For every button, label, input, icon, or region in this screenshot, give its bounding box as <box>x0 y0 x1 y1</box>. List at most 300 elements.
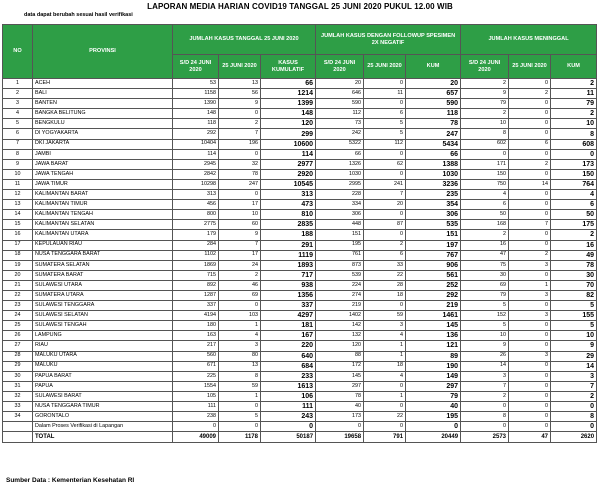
value-cell: 5 <box>364 119 406 129</box>
row-number: 24 <box>3 311 33 321</box>
province-cell: MALUKU <box>33 361 173 371</box>
value-cell: 16 <box>461 240 509 250</box>
value-cell: 313 <box>261 190 316 200</box>
value-cell: 114 <box>261 149 316 159</box>
table-row <box>3 89 597 99</box>
table-row <box>3 99 597 109</box>
value-cell: 0 <box>509 331 551 341</box>
value-cell: 0 <box>551 149 597 159</box>
value-cell: 181 <box>261 321 316 331</box>
value-cell: 2 <box>219 270 261 280</box>
value-cell: 3 <box>509 351 551 361</box>
value-cell: 2 <box>509 159 551 169</box>
province-cell: KALIMANTAN TENGAH <box>33 210 173 220</box>
value-cell: 0 <box>364 230 406 240</box>
value-cell: 8 <box>219 371 261 381</box>
value-cell: 7 <box>364 190 406 200</box>
value-cell: 0 <box>509 99 551 109</box>
value-cell: 235 <box>406 190 461 200</box>
header-kasus-sd24: S/D 24 JUNI 2020 <box>173 55 219 79</box>
value-cell: 88 <box>316 351 364 361</box>
value-cell: 354 <box>406 200 461 210</box>
value-cell: 243 <box>261 412 316 422</box>
table-row <box>3 230 597 240</box>
province-cell: NUSA TENGGARA TIMUR <box>33 402 173 412</box>
table-row <box>3 381 597 391</box>
value-cell: 114 <box>173 149 219 159</box>
value-cell: 561 <box>406 270 461 280</box>
value-cell: 7 <box>509 220 551 230</box>
value-cell: 2995 <box>316 179 364 189</box>
row-number <box>3 422 33 432</box>
value-cell: 800 <box>173 210 219 220</box>
value-cell: 657 <box>406 89 461 99</box>
total-cell: 19658 <box>316 432 364 443</box>
value-cell: 66 <box>406 149 461 159</box>
value-cell: 120 <box>316 341 364 351</box>
table-row <box>3 79 597 89</box>
value-cell: 5 <box>551 301 597 311</box>
value-cell: 4 <box>364 371 406 381</box>
value-cell: 14 <box>551 361 597 371</box>
value-cell: 151 <box>316 230 364 240</box>
value-cell: 188 <box>261 230 316 240</box>
value-cell: 313 <box>173 190 219 200</box>
value-cell: 136 <box>406 331 461 341</box>
value-cell: 1893 <box>261 260 316 270</box>
value-cell: 1 <box>364 391 406 401</box>
value-cell: 0 <box>509 341 551 351</box>
value-cell: 337 <box>261 301 316 311</box>
value-cell: 60 <box>219 220 261 230</box>
value-cell: 1356 <box>261 290 316 300</box>
header-meninggal-sd24: S/D 24 JUNI 2020 <box>461 55 509 79</box>
value-cell: 22 <box>364 412 406 422</box>
province-cell: KALIMANTAN UTARA <box>33 230 173 240</box>
province-cell: SULAWESI UTARA <box>33 280 173 290</box>
row-number: 25 <box>3 321 33 331</box>
value-cell: 6 <box>364 109 406 119</box>
row-number: 30 <box>3 371 33 381</box>
value-cell: 197 <box>406 240 461 250</box>
row-number: 33 <box>3 402 33 412</box>
value-cell: 0 <box>509 169 551 179</box>
value-cell: 62 <box>364 159 406 169</box>
value-cell: 66 <box>316 149 364 159</box>
row-number: 27 <box>3 341 33 351</box>
value-cell: 59 <box>364 311 406 321</box>
value-cell: 0 <box>509 381 551 391</box>
value-cell: 5 <box>551 321 597 331</box>
value-cell: 14 <box>461 361 509 371</box>
province-cell: SUMATERA UTARA <box>33 290 173 300</box>
header-sembuh-kum: KUM <box>406 55 461 79</box>
value-cell: 30 <box>461 270 509 280</box>
value-cell: 152 <box>461 311 509 321</box>
row-number: 31 <box>3 381 33 391</box>
table-row <box>3 179 597 189</box>
value-cell: 4194 <box>173 311 219 321</box>
value-cell: 337 <box>173 301 219 311</box>
value-cell: 219 <box>406 301 461 311</box>
value-cell: 1030 <box>316 169 364 179</box>
value-cell: 28 <box>364 280 406 290</box>
value-cell: 448 <box>316 220 364 230</box>
value-cell: 0 <box>509 129 551 139</box>
value-cell: 2 <box>551 79 597 89</box>
value-cell: 4297 <box>261 311 316 321</box>
value-cell: 767 <box>406 250 461 260</box>
value-cell: 938 <box>261 280 316 290</box>
row-number: 20 <box>3 270 33 280</box>
table-row <box>3 290 597 300</box>
province-cell: PAPUA BARAT <box>33 371 173 381</box>
value-cell: 0 <box>406 422 461 432</box>
value-cell: 75 <box>461 260 509 270</box>
value-cell: 2 <box>219 119 261 129</box>
value-cell: 0 <box>219 109 261 119</box>
value-cell: 8 <box>551 129 597 139</box>
value-cell: 9 <box>461 341 509 351</box>
value-cell: 5434 <box>406 139 461 149</box>
value-cell: 6 <box>509 139 551 149</box>
value-cell: 4 <box>551 190 597 200</box>
table-row <box>3 311 597 321</box>
value-cell: 70 <box>551 280 597 290</box>
value-cell: 50 <box>551 210 597 220</box>
header-sembuh-sd24: S/D 24 JUNI 2020 <box>316 55 364 79</box>
header-provinsi: PROVINSI <box>33 25 173 79</box>
value-cell: 224 <box>316 280 364 290</box>
value-cell: 17 <box>219 250 261 260</box>
table-row <box>3 280 597 290</box>
value-cell: 17 <box>219 200 261 210</box>
value-cell: 118 <box>173 119 219 129</box>
value-cell: 252 <box>406 280 461 290</box>
table-row <box>3 260 597 270</box>
value-cell: 26 <box>461 351 509 361</box>
value-cell: 241 <box>364 179 406 189</box>
value-cell: 155 <box>551 311 597 321</box>
value-cell: 873 <box>316 260 364 270</box>
value-cell: 0 <box>364 99 406 109</box>
value-cell: 0 <box>509 149 551 159</box>
row-number: 11 <box>3 179 33 189</box>
row-number: 13 <box>3 200 33 210</box>
province-cell: SUMATERA SELATAN <box>33 260 173 270</box>
value-cell: 1388 <box>406 159 461 169</box>
value-cell: 233 <box>261 371 316 381</box>
value-cell: 6 <box>461 200 509 210</box>
value-cell: 560 <box>173 351 219 361</box>
value-cell: 30 <box>551 270 597 280</box>
report-subtitle: data dapat berubah sesuai hasil verifikasi <box>24 12 133 18</box>
row-number: 17 <box>3 240 33 250</box>
province-cell: KALIMANTAN TIMUR <box>33 200 173 210</box>
value-cell: 14 <box>509 179 551 189</box>
value-cell: 180 <box>173 321 219 331</box>
province-cell: MALUKU UTARA <box>33 351 173 361</box>
row-number: 1 <box>3 79 33 89</box>
value-cell: 79 <box>461 290 509 300</box>
table-body <box>3 79 597 432</box>
province-cell: KEPULAUAN RIAU <box>33 240 173 250</box>
value-cell: 20 <box>316 79 364 89</box>
value-cell: 0 <box>509 301 551 311</box>
province-cell: JAMBI <box>33 149 173 159</box>
value-cell: 5 <box>219 412 261 422</box>
province-cell: RIAU <box>33 341 173 351</box>
value-cell: 297 <box>406 381 461 391</box>
total-row <box>3 432 597 443</box>
table-row <box>3 129 597 139</box>
province-cell: SULAWESI TENGGARA <box>33 301 173 311</box>
table-row <box>3 250 597 260</box>
value-cell: 0 <box>364 422 406 432</box>
table-row <box>3 210 597 220</box>
value-cell: 142 <box>316 321 364 331</box>
value-cell: 0 <box>219 422 261 432</box>
value-cell: 9 <box>219 99 261 109</box>
value-cell: 2945 <box>173 159 219 169</box>
header-sembuh-25: 25 JUNI 2020 <box>364 55 406 79</box>
header-meninggal-group: JUMLAH KASUS MENINGGAL <box>461 25 597 55</box>
value-cell: 29 <box>551 351 597 361</box>
value-cell: 1119 <box>261 250 316 260</box>
value-cell: 11 <box>364 89 406 99</box>
value-cell: 195 <box>406 412 461 422</box>
row-number: 5 <box>3 119 33 129</box>
value-cell: 9 <box>551 341 597 351</box>
value-cell: 299 <box>261 129 316 139</box>
value-cell: 0 <box>509 412 551 422</box>
value-cell: 56 <box>219 89 261 99</box>
value-cell: 334 <box>316 200 364 210</box>
value-cell: 1287 <box>173 290 219 300</box>
value-cell: 2 <box>461 109 509 119</box>
value-cell: 4 <box>219 331 261 341</box>
value-cell: 3 <box>364 321 406 331</box>
table-row <box>3 119 597 129</box>
row-number: 14 <box>3 210 33 220</box>
value-cell: 148 <box>261 109 316 119</box>
row-number: 16 <box>3 230 33 240</box>
province-cell: PAPUA <box>33 381 173 391</box>
value-cell: 148 <box>173 109 219 119</box>
province-cell: BENGKULU <box>33 119 173 129</box>
table-row <box>3 301 597 311</box>
row-number: 26 <box>3 331 33 341</box>
row-number: 6 <box>3 129 33 139</box>
value-cell: 145 <box>316 371 364 381</box>
value-cell: 13 <box>219 361 261 371</box>
value-cell: 2 <box>364 240 406 250</box>
value-cell: 4 <box>461 190 509 200</box>
value-cell: 219 <box>316 301 364 311</box>
row-number: 7 <box>3 139 33 149</box>
table-row <box>3 169 597 179</box>
value-cell: 590 <box>406 99 461 109</box>
value-cell: 0 <box>509 190 551 200</box>
province-cell: DI YOGYAKARTA <box>33 129 173 139</box>
value-cell: 46 <box>219 280 261 290</box>
value-cell: 3236 <box>406 179 461 189</box>
value-cell: 242 <box>316 129 364 139</box>
table-row <box>3 391 597 401</box>
value-cell: 0 <box>364 381 406 391</box>
row-number: 32 <box>3 391 33 401</box>
table-row <box>3 402 597 412</box>
header-no: NO <box>3 25 33 79</box>
row-number: 2 <box>3 89 33 99</box>
value-cell: 7 <box>219 240 261 250</box>
province-cell: DKI JAKARTA <box>33 139 173 149</box>
province-cell: KALIMANTAN BARAT <box>33 190 173 200</box>
value-cell: 112 <box>364 139 406 149</box>
value-cell: 291 <box>261 240 316 250</box>
value-cell: 78 <box>219 169 261 179</box>
value-cell: 0 <box>509 230 551 240</box>
province-cell: BANGKA BELITUNG <box>33 109 173 119</box>
value-cell: 671 <box>173 361 219 371</box>
value-cell: 2 <box>461 230 509 240</box>
value-cell: 590 <box>316 99 364 109</box>
value-cell: 3 <box>551 371 597 381</box>
value-cell: 24 <box>219 260 261 270</box>
value-cell: 2 <box>509 250 551 260</box>
table-row <box>3 190 597 200</box>
value-cell: 0 <box>364 169 406 179</box>
value-cell: 79 <box>461 99 509 109</box>
value-cell: 172 <box>316 361 364 371</box>
value-cell: 306 <box>406 210 461 220</box>
value-cell: 168 <box>461 220 509 230</box>
total-no <box>3 432 33 443</box>
value-cell: 456 <box>173 200 219 210</box>
value-cell: 6 <box>364 250 406 260</box>
value-cell: 539 <box>316 270 364 280</box>
value-cell: 20 <box>364 200 406 210</box>
value-cell: 78 <box>316 391 364 401</box>
value-cell: 0 <box>509 210 551 220</box>
value-cell: 150 <box>551 169 597 179</box>
table-row <box>3 220 597 230</box>
value-cell: 1158 <box>173 89 219 99</box>
value-cell: 0 <box>509 79 551 89</box>
value-cell: 274 <box>316 290 364 300</box>
value-cell: 10298 <box>173 179 219 189</box>
value-cell: 7 <box>551 381 597 391</box>
value-cell: 1 <box>364 351 406 361</box>
value-cell: 5 <box>461 321 509 331</box>
table-row <box>3 270 597 280</box>
value-cell: 0 <box>219 301 261 311</box>
province-cell: LAMPUNG <box>33 331 173 341</box>
value-cell: 103 <box>219 311 261 321</box>
value-cell: 3 <box>219 341 261 351</box>
value-cell: 1613 <box>261 381 316 391</box>
value-cell: 1 <box>364 341 406 351</box>
value-cell: 0 <box>219 402 261 412</box>
value-cell: 1 <box>509 280 551 290</box>
province-cell: KALIMANTAN SELATAN <box>33 220 173 230</box>
value-cell: 1402 <box>316 311 364 321</box>
total-cell: 47 <box>509 432 551 443</box>
value-cell: 2 <box>551 391 597 401</box>
value-cell: 220 <box>261 341 316 351</box>
value-cell: 105 <box>173 391 219 401</box>
value-cell: 1 <box>219 321 261 331</box>
value-cell: 16 <box>551 240 597 250</box>
value-cell: 810 <box>261 210 316 220</box>
value-cell: 1869 <box>173 260 219 270</box>
value-cell: 53 <box>173 79 219 89</box>
value-cell: 0 <box>364 402 406 412</box>
value-cell: 608 <box>551 139 597 149</box>
value-cell: 228 <box>316 190 364 200</box>
value-cell: 297 <box>316 381 364 391</box>
value-cell: 121 <box>406 341 461 351</box>
total-cell: 20449 <box>406 432 461 443</box>
province-cell: ACEH <box>33 79 173 89</box>
value-cell: 111 <box>261 402 316 412</box>
source-note: Sumber Data : Kementerian Kesehatan RI <box>6 477 135 484</box>
value-cell: 2 <box>551 109 597 119</box>
value-cell: 2 <box>461 79 509 89</box>
value-cell: 69 <box>461 280 509 290</box>
row-number: 3 <box>3 99 33 109</box>
value-cell: 32 <box>219 159 261 169</box>
value-cell: 0 <box>551 402 597 412</box>
value-cell: 3 <box>461 371 509 381</box>
value-cell: 118 <box>406 109 461 119</box>
value-cell: 1461 <box>406 311 461 321</box>
value-cell: 2835 <box>261 220 316 230</box>
value-cell: 80 <box>219 351 261 361</box>
value-cell: 225 <box>173 371 219 381</box>
value-cell: 717 <box>261 270 316 280</box>
value-cell: 89 <box>406 351 461 361</box>
value-cell: 59 <box>219 381 261 391</box>
province-cell: SULAWESI BARAT <box>33 391 173 401</box>
value-cell: 1214 <box>261 89 316 99</box>
value-cell: 13 <box>219 79 261 89</box>
value-cell: 2977 <box>261 159 316 169</box>
total-cell: 50187 <box>261 432 316 443</box>
value-cell: 69 <box>219 290 261 300</box>
value-cell: 1326 <box>316 159 364 169</box>
table-row <box>3 109 597 119</box>
value-cell: 2 <box>509 89 551 99</box>
table-row <box>3 371 597 381</box>
value-cell: 66 <box>261 79 316 89</box>
value-cell: 163 <box>173 331 219 341</box>
value-cell: 10 <box>551 331 597 341</box>
value-cell: 73 <box>316 119 364 129</box>
value-cell: 1390 <box>173 99 219 109</box>
header-kasus-group: JUMLAH KASUS TANGGAL 25 JUNI 2020 <box>173 25 316 55</box>
value-cell: 4 <box>364 331 406 341</box>
row-number: 15 <box>3 220 33 230</box>
value-cell: 0 <box>509 109 551 119</box>
value-cell: 111 <box>173 402 219 412</box>
value-cell: 5 <box>364 129 406 139</box>
value-cell: 20 <box>406 79 461 89</box>
value-cell: 0 <box>261 422 316 432</box>
value-cell: 1102 <box>173 250 219 260</box>
row-number: 18 <box>3 250 33 260</box>
value-cell: 0 <box>364 79 406 89</box>
